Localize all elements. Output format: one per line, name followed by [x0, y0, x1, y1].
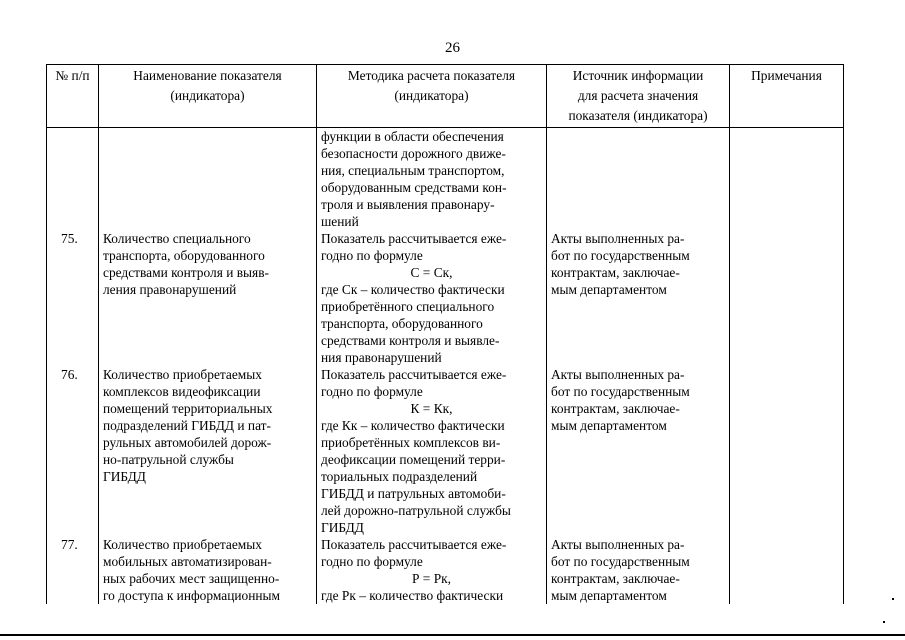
name-line: го доступа к информационным — [103, 588, 281, 603]
table-row-continuation — [47, 128, 844, 231]
header-source-line: Источник информации — [572, 68, 704, 83]
source-line: бот по государственным — [551, 248, 690, 263]
cell-source — [547, 128, 730, 231]
method-line: транспорта, оборудованного — [321, 316, 483, 331]
method-line: шений — [321, 214, 359, 229]
method-line: ния правонарушений — [321, 350, 442, 365]
table-row — [47, 230, 844, 366]
header-method — [317, 65, 547, 128]
name-line: мобильных автоматизирован- — [103, 554, 272, 569]
name-line: комплексов видеофиксации — [103, 384, 261, 399]
header-method-line: (индикатора) — [394, 88, 469, 103]
source-line: Акты выполненных ра- — [551, 231, 685, 246]
method-line: приобретённых комплексов ви- — [321, 435, 501, 450]
method-line: ГИБДД — [321, 520, 364, 535]
name-line: рульных автомобилей дорож- — [103, 435, 272, 450]
source-line: контрактам, заключае- — [551, 571, 680, 586]
method-line: Показатель рассчитывается еже- — [321, 367, 507, 382]
formula: Р = Рк, — [412, 571, 451, 586]
method-line: ния, специальным транспортом, — [321, 163, 505, 178]
name-line: помещений территориальных — [103, 401, 273, 416]
name-line: ления правонарушений — [103, 282, 237, 297]
cell-notes — [730, 128, 844, 231]
source-line: мым департаментом — [551, 588, 667, 603]
header-number: № п/п — [47, 65, 99, 128]
source-line: Акты выполненных ра- — [551, 367, 685, 382]
method-line: ГИБДД и патрульных автомоби- — [321, 486, 506, 501]
cell-number — [47, 128, 99, 231]
source-line: бот по государственным — [551, 554, 690, 569]
cell-source — [547, 536, 730, 604]
source-line: мым департаментом — [551, 282, 667, 297]
method-line: годно по формуле — [321, 248, 423, 263]
method-line: где Ск – количество фактически — [321, 282, 505, 297]
method-line: Показатель рассчитывается еже- — [321, 537, 507, 552]
cell-method — [317, 536, 547, 604]
header-method-line: Методика расчета показателя — [347, 68, 516, 83]
scan-speck — [892, 598, 894, 600]
header-source — [547, 65, 730, 128]
table-row — [47, 366, 844, 536]
method-line: где Кк – количество фактически — [321, 418, 505, 433]
name-line: подразделений ГИБДД и пат- — [103, 418, 271, 433]
header-name-line: Наименование показателя — [133, 68, 282, 83]
header-notes: Примечания — [730, 65, 844, 128]
page-bottom-edge — [0, 634, 905, 636]
method-line: троля и выявления правонару- — [321, 197, 495, 212]
formula: К = Кк, — [410, 401, 453, 416]
name-line: но-патрульной службы — [103, 452, 234, 467]
method-line: средствами контроля и выявле- — [321, 333, 500, 348]
source-line: мым департаментом — [551, 418, 667, 433]
method-line: где Рк – количество фактически — [321, 588, 504, 603]
header-source-line: для расчета значения — [577, 88, 699, 103]
source-line: контрактам, заключае- — [551, 401, 680, 416]
name-line: ных рабочих мест защищенно- — [103, 571, 280, 586]
method-line: лей дорожно-патрульной службы — [321, 503, 511, 518]
cell-method — [317, 230, 547, 366]
cell-number: 75. — [47, 230, 99, 366]
cell-notes — [730, 366, 844, 536]
cell-notes — [730, 230, 844, 366]
method-line: деофиксации помещений терри- — [321, 452, 506, 467]
name-line: Количество приобретаемых — [103, 367, 262, 382]
source-line: контрактам, заключае- — [551, 265, 680, 280]
method-line: оборудованным средствами кон- — [321, 180, 507, 195]
cell-number: 77. — [47, 536, 99, 604]
indicators-table — [46, 64, 844, 604]
method-line: ториальных подразделений — [321, 469, 478, 484]
cell-notes — [730, 536, 844, 604]
name-line: средствами контроля и выяв- — [103, 265, 269, 280]
table-header-row — [47, 65, 844, 128]
cell-name — [99, 230, 317, 366]
cell-source — [547, 366, 730, 536]
method-line: безопасности дорожного движе- — [321, 146, 506, 161]
name-line: ГИБДД — [103, 469, 146, 484]
method-line: приобретённого специального — [321, 299, 495, 314]
method-line: Показатель рассчитывается еже- — [321, 231, 507, 246]
cell-name — [99, 128, 317, 231]
method-line: годно по формуле — [321, 384, 423, 399]
cell-method — [317, 128, 547, 231]
cell-name — [99, 536, 317, 604]
method-line: функции в области обеспечения — [321, 129, 504, 144]
name-line: транспорта, оборудованного — [103, 248, 265, 263]
cell-name — [99, 366, 317, 536]
method-line: годно по формуле — [321, 554, 423, 569]
name-line: Количество приобретаемых — [103, 537, 262, 552]
cell-method — [317, 366, 547, 536]
table-row — [47, 536, 844, 604]
page-number: 26 — [445, 40, 460, 56]
cell-source — [547, 230, 730, 366]
formula: С = Ск, — [410, 265, 453, 280]
source-line: бот по государственным — [551, 384, 690, 399]
header-name-line: (индикатора) — [170, 88, 245, 103]
name-line: Количество специального — [103, 231, 251, 246]
header-source-line: показателя (индикатора) — [568, 108, 708, 123]
header-indicator-name — [99, 65, 317, 128]
scan-speck — [883, 621, 885, 623]
source-line: Акты выполненных ра- — [551, 537, 685, 552]
cell-number: 76. — [47, 366, 99, 536]
